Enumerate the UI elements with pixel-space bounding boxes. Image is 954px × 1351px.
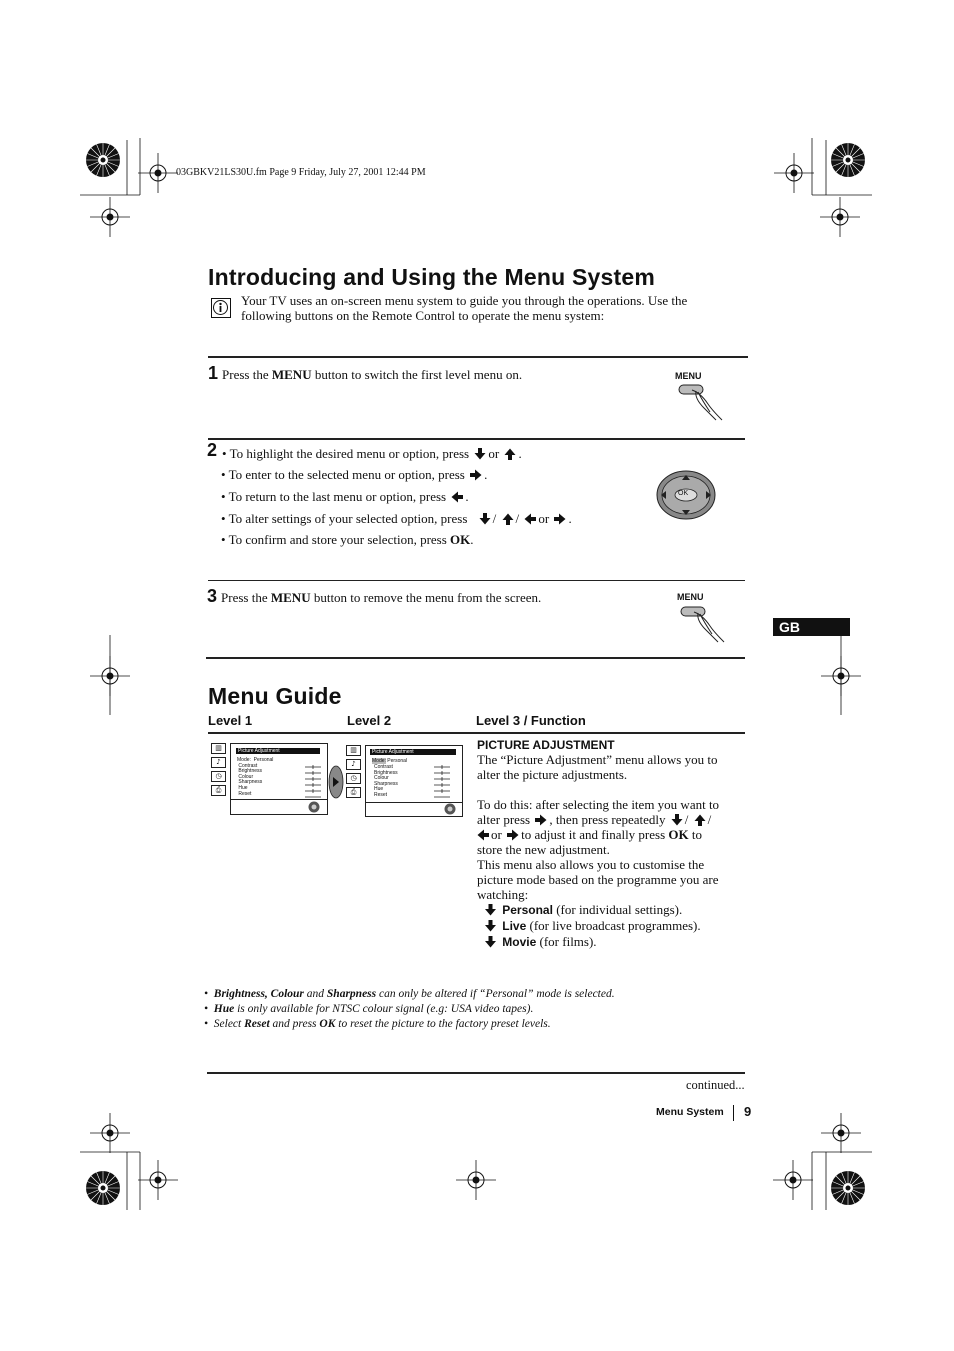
- function-line: [477, 827, 719, 842]
- registration-mark-icon: [773, 1160, 813, 1200]
- setup-menu-icon: ⎙: [211, 785, 226, 796]
- ok-joypad-icon: [656, 470, 716, 520]
- joypad-mini-icon: [444, 803, 456, 815]
- bullet-text: • To enter to the selected menu or option, press: [221, 467, 465, 482]
- bullet-text: /: [492, 511, 497, 526]
- note-bold: Sharpness: [326, 988, 377, 1000]
- setup-menu-icon: ⎙: [346, 787, 361, 798]
- step-2-bullet-3: [221, 489, 469, 505]
- step-text: Press the: [222, 367, 272, 382]
- arrow-down-icon: [671, 814, 683, 826]
- registration-mark-icon: [90, 656, 130, 696]
- text: /: [684, 812, 689, 827]
- step-2-rule: [208, 438, 745, 440]
- footer-section-name: Menu System: [656, 1106, 724, 1118]
- mode-item: [477, 918, 719, 934]
- step-1-rule: [208, 356, 748, 358]
- file-header-line: 03GBKV21LS30U.fm Page 9 Friday, July 27, 2001 12:44 PM: [176, 167, 426, 178]
- step-text: Press the: [221, 590, 271, 605]
- bullet-text: /: [515, 511, 520, 526]
- level-2-header: Level 2: [347, 713, 392, 728]
- menu-guide-title: Menu Guide: [208, 683, 342, 709]
- timer-menu-icon: ◷: [346, 773, 361, 784]
- note-2: • Hue is only available for NTSC colour signal (e.g: USA video tapes).: [204, 1003, 534, 1015]
- registration-mark-icon: [821, 656, 861, 696]
- bullet-text: • To confirm and store your selection, press: [221, 532, 451, 547]
- screen-title: Picture Adjustment: [236, 748, 320, 754]
- mode-highlight: Mode:: [372, 758, 386, 764]
- starburst-icon: [85, 1170, 121, 1206]
- note-bold: Brightness, Colour: [213, 988, 304, 1000]
- registration-mark-icon: [820, 197, 860, 237]
- level-1-screen: [230, 743, 328, 815]
- joypad-mini-icon: [308, 801, 320, 813]
- picture-menu-icon: ▥: [211, 743, 226, 754]
- levels-rule: [208, 732, 745, 734]
- text: /: [707, 812, 712, 827]
- arrow-down-icon: [479, 513, 491, 525]
- bullet-text: .: [465, 489, 469, 504]
- note-text: to reset the picture to the factory preset levels.: [335, 1018, 551, 1030]
- bullet-text: .: [518, 446, 522, 461]
- language-tab: GB: [773, 618, 850, 636]
- arrow-down-icon: [484, 904, 497, 916]
- mode-name: Movie: [502, 935, 537, 949]
- menu-button-label: MENU: [270, 590, 311, 605]
- bullet-text: • To alter settings of your selected option, press: [221, 511, 468, 526]
- step-number: 2: [207, 440, 218, 460]
- text: alter press: [477, 812, 531, 827]
- mode-desc: (for individual settings).: [552, 902, 683, 917]
- page-title: Introducing and Using the Menu System: [208, 264, 655, 290]
- registration-mark-icon: [90, 197, 130, 237]
- bullet-text: or: [538, 511, 550, 526]
- registration-mark-icon: [138, 1160, 178, 1200]
- step-text: button to switch the first level menu on.: [311, 367, 523, 382]
- section-rule: [206, 657, 745, 659]
- hand-pressing-button-icon: [678, 603, 728, 645]
- mode-name: Personal: [502, 903, 553, 917]
- mode-desc: (for films).: [536, 934, 597, 949]
- level-1-header: Level 1: [208, 713, 253, 728]
- note-text: is only available for NTSC colour signal (e.g: USA video tapes).: [234, 1003, 534, 1015]
- mode-desc: (for live broadcast programmes).: [526, 918, 701, 933]
- intro-text: [241, 293, 687, 323]
- screen-divider: [231, 799, 327, 800]
- intro-line-1: Your TV uses an on-screen menu system to guide you through the operations. Use the: [241, 293, 688, 308]
- screen-items: Contrast Brightness Colour Sharpness Hue Reset: [374, 764, 398, 798]
- arrow-up-icon: [694, 814, 706, 826]
- mode-item: [477, 934, 719, 950]
- bullet-text: .: [568, 511, 572, 526]
- text: to adjust it and finally press: [521, 827, 666, 842]
- arrow-left-icon: [451, 491, 463, 503]
- arrow-left-icon: [524, 513, 536, 525]
- starburst-icon: [85, 142, 121, 178]
- arrow-down-icon: [484, 936, 497, 948]
- function-line: picture mode based on the programme you are: [477, 872, 719, 887]
- ok-button-label: OK: [678, 490, 689, 497]
- arrow-up-icon: [504, 448, 516, 460]
- text: to: [691, 827, 703, 842]
- bullet-text: • To highlight the desired menu or option, press: [222, 446, 470, 461]
- note-bold: Hue: [213, 1003, 235, 1015]
- arrow-right-icon: [470, 469, 482, 481]
- sound-menu-icon: ♪: [346, 759, 361, 770]
- registration-mark-icon: [138, 153, 178, 193]
- slider-marks-icon: [432, 764, 452, 799]
- intro-line-2: following buttons on the Remote Control to operate the menu system:: [241, 308, 605, 323]
- starburst-icon: [830, 142, 866, 178]
- arrow-down-icon: [474, 448, 486, 460]
- bullet-text: • To return to the last menu or option, press: [221, 489, 447, 504]
- arrow-up-icon: [502, 513, 514, 525]
- step-2-bullet-5: [221, 532, 474, 548]
- footer-divider: [733, 1105, 734, 1121]
- screen-items: Mode: Personal Contrast Brightness Colour Sharpness Hue Reset: [237, 757, 274, 797]
- ok-label: OK: [668, 827, 689, 842]
- note-text: Select: [213, 1018, 245, 1030]
- navigate-right-icon: [328, 765, 344, 799]
- function-line: alter the picture adjustments.: [477, 767, 628, 782]
- registration-mark-icon: [774, 153, 814, 193]
- function-description: [477, 752, 719, 950]
- timer-menu-icon: ◷: [211, 771, 226, 782]
- function-line: store the new adjustment.: [477, 842, 610, 857]
- mode-value: Personal: [385, 758, 408, 764]
- arrow-right-icon: [535, 814, 547, 826]
- note-text: and: [303, 988, 327, 1000]
- function-line: [477, 812, 719, 827]
- step-2-bullet-1: [222, 446, 522, 462]
- bullet-text: .: [470, 532, 474, 547]
- slider-marks-icon: [303, 764, 323, 799]
- step-3-rule: [208, 580, 745, 581]
- ok-label: OK: [450, 532, 471, 547]
- menu-button-label: MENU: [271, 367, 312, 382]
- menu-remote-label: MENU: [677, 592, 704, 602]
- menu-remote-label: MENU: [675, 371, 702, 381]
- screen-title: Picture Adjustment: [370, 749, 456, 755]
- arrow-down-icon: [484, 920, 497, 932]
- note-3: • Select Reset and press OK to reset the picture to the factory preset levels.: [204, 1018, 551, 1030]
- info-icon: [211, 298, 231, 318]
- note-bold: OK: [319, 1018, 336, 1030]
- step-number: 1: [208, 363, 219, 383]
- function-line: watching:: [477, 887, 529, 902]
- step-2-bullet-2: [221, 467, 487, 483]
- note-text: and press: [269, 1018, 320, 1030]
- step-text: button to remove the menu from the screen.: [310, 590, 542, 605]
- function-line: The “Picture Adjustment” menu allows you to: [477, 752, 718, 767]
- registration-mark-icon: [90, 1113, 130, 1153]
- bullet-text: or: [488, 446, 500, 461]
- page-number: 9: [744, 1104, 752, 1119]
- footer-rule: [207, 1072, 745, 1074]
- step-3: [207, 586, 541, 607]
- picture-menu-icon: ▥: [346, 745, 361, 756]
- function-line: This menu also allows you to customise the: [477, 857, 705, 872]
- step-number: 3: [207, 586, 218, 606]
- function-heading: PICTURE ADJUSTMENT: [477, 738, 615, 752]
- level-3-header: Level 3 / Function: [476, 713, 586, 728]
- hand-pressing-button-icon: [676, 381, 726, 423]
- continued-text: continued...: [686, 1078, 745, 1092]
- function-line: To do this: after selecting the item you want to: [477, 797, 720, 812]
- registration-mark-icon: [456, 1160, 496, 1200]
- text: or: [491, 827, 502, 842]
- sound-menu-icon: ♪: [211, 757, 226, 768]
- mode-item: [477, 902, 719, 918]
- level-2-screen: [365, 745, 463, 817]
- note-bold: Reset: [244, 1018, 270, 1030]
- step-2-bullet-4: [221, 511, 572, 527]
- arrow-right-icon: [554, 513, 566, 525]
- bullet-text: .: [484, 467, 488, 482]
- note-text: can only be altered if “Personal” mode is selected.: [376, 988, 615, 1000]
- starburst-icon: [830, 1170, 866, 1206]
- note-1: • Brightness, Colour and Sharpness can only be altered if “Personal” mode is selected.: [204, 988, 615, 1000]
- step-1: [208, 363, 522, 384]
- arrow-left-icon: [477, 829, 489, 841]
- text: , then press repeatedly: [549, 812, 666, 827]
- arrow-right-icon: [507, 829, 519, 841]
- registration-mark-icon: [821, 1113, 861, 1153]
- mode-name: Live: [502, 919, 527, 933]
